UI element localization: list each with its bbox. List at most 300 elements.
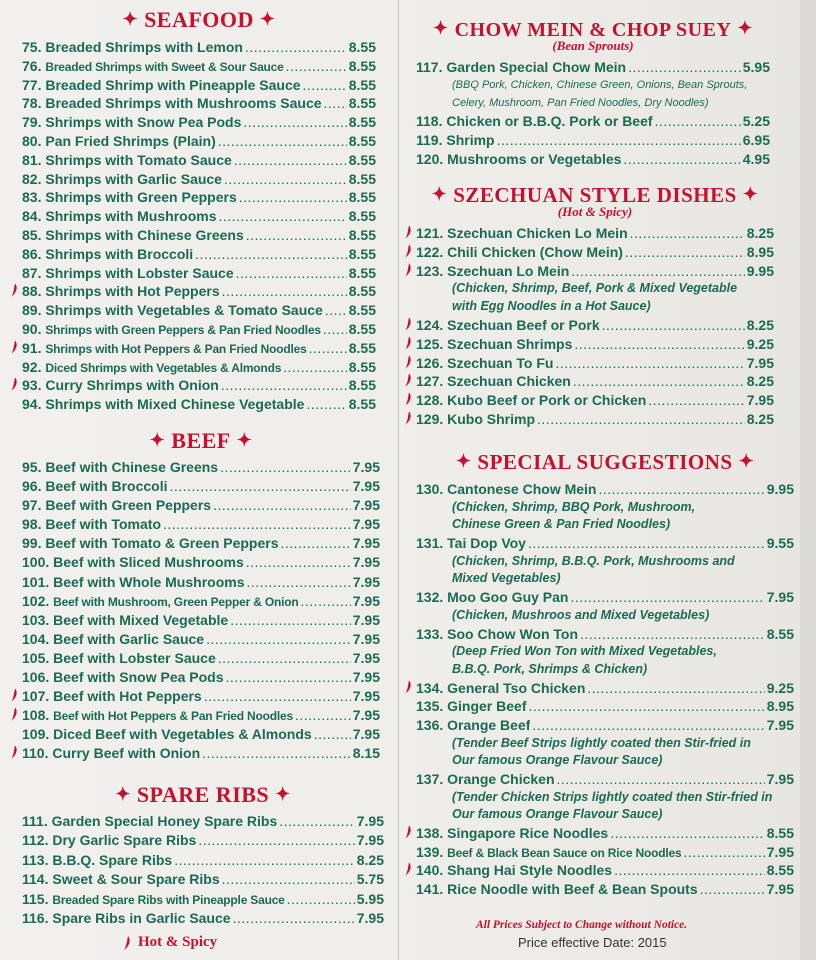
item-number: 140. <box>416 862 444 879</box>
menu-item <box>22 831 384 850</box>
dot-leader <box>614 861 765 880</box>
item-title: Beef with Lobster Sauce <box>53 649 216 666</box>
dot-leader <box>309 339 347 358</box>
item-title: Beef & Black Bean Sauce on Rice Noodles <box>447 845 682 860</box>
menu-item <box>22 339 376 358</box>
item-name <box>416 588 568 607</box>
item-description: with Egg Noodles in a Hot Sauce) <box>452 299 651 314</box>
chili-pepper-icon <box>10 688 18 702</box>
item-number: 81. <box>22 151 42 168</box>
item-price: 9.95 <box>766 481 794 497</box>
item-name <box>416 716 530 735</box>
item-number: 98. <box>22 516 42 533</box>
item-name <box>22 851 172 870</box>
section-title-text: SPARE RIBS <box>136 782 270 807</box>
menu-item <box>416 697 794 716</box>
item-price: 8.55 <box>348 377 376 394</box>
menu-item <box>22 725 380 744</box>
item-number: 78. <box>22 95 42 112</box>
item-number: 131. <box>416 535 444 552</box>
item-name <box>22 282 220 301</box>
section-title-text: BEEF <box>171 428 231 453</box>
item-price: 8.55 <box>348 320 376 337</box>
item-title: Beef with Tomato <box>45 516 161 533</box>
price-notice: All Prices Subject to Change without Notice. <box>476 919 688 931</box>
chili-pepper-icon <box>404 336 412 350</box>
menu-item <box>416 625 794 644</box>
item-number: 122. <box>416 243 444 260</box>
dot-leader <box>230 611 351 630</box>
menu-item <box>22 630 380 649</box>
dot-leader <box>204 687 351 706</box>
item-price: 8.55 <box>348 339 376 356</box>
item-name <box>22 668 224 687</box>
item-name <box>416 224 628 243</box>
chili-pepper-icon <box>404 373 412 387</box>
item-name <box>22 687 202 706</box>
item-price: 7.95 <box>352 478 380 495</box>
item-name <box>22 649 216 668</box>
item-price: 7.95 <box>352 649 380 666</box>
item-price: 7.95 <box>352 669 380 686</box>
item-number: 101. <box>22 573 50 590</box>
dot-leader <box>555 354 744 373</box>
menu-item <box>22 113 376 132</box>
item-price: 9.55 <box>766 535 794 552</box>
item-number: 137. <box>416 771 444 787</box>
item-number: 124. <box>416 316 444 333</box>
item-number: 120. <box>416 150 444 167</box>
item-description: Our famous Orange Flavour Sauce) <box>452 753 663 768</box>
item-number: 119. <box>416 132 443 149</box>
menu-item <box>416 243 774 262</box>
item-title: Pan Fried Shrimps (Plain) <box>45 132 216 149</box>
dot-leader <box>497 131 741 150</box>
dot-leader <box>295 706 351 725</box>
dot-leader <box>220 458 351 477</box>
item-price: 8.55 <box>348 114 376 131</box>
dot-leader <box>174 851 355 870</box>
item-price: 5.75 <box>356 871 384 888</box>
menu-item <box>22 151 376 170</box>
item-name <box>22 188 237 207</box>
item-name <box>416 391 646 410</box>
item-title: Orange Beef <box>447 716 531 733</box>
item-price: 7.95 <box>352 630 380 647</box>
chili-pepper-icon <box>404 392 412 406</box>
item-number: 109. <box>22 726 50 743</box>
menu-item <box>416 861 794 880</box>
item-title: Shrimps with Vegetables & Tomato Sauce <box>45 302 323 319</box>
menu-item <box>416 534 794 553</box>
item-number: 76. <box>22 57 42 74</box>
dot-leader <box>221 376 347 395</box>
menu-item <box>22 812 384 831</box>
item-title: Beef with Hot Peppers <box>53 688 202 705</box>
item-price: 8.55 <box>348 396 376 413</box>
item-number: 100. <box>22 554 50 571</box>
item-title: Breaded Shrimps with Sweet & Sour Sauce <box>45 59 284 74</box>
menu-item <box>22 245 376 264</box>
item-title: Garden Special Honey Spare Ribs <box>51 813 278 829</box>
menu-item <box>416 391 774 410</box>
dot-leader <box>314 725 351 744</box>
item-title: Singapore Rice Noodles <box>447 825 609 842</box>
menu-item <box>22 458 380 477</box>
item-price: 8.55 <box>766 825 794 842</box>
item-name <box>22 264 234 283</box>
item-title: Mushrooms or Vegetables <box>447 150 622 167</box>
item-description: (Tender Beef Strips lightly coated then Stir-fried in <box>452 735 751 750</box>
menu-item <box>22 573 380 592</box>
item-name <box>22 890 285 910</box>
item-name <box>416 112 653 131</box>
item-name <box>22 207 216 226</box>
item-title: Beef with Garlic Sauce <box>53 630 205 647</box>
menu-item <box>416 354 774 373</box>
legend-label: Hot & Spicy <box>138 934 218 950</box>
item-number: 113. <box>22 851 49 868</box>
section-title <box>22 780 384 808</box>
item-number: 125. <box>416 335 444 352</box>
item-number: 94. <box>22 396 42 413</box>
item-title: Diced Beef with Vegetables & Almonds <box>53 726 312 743</box>
menu-item <box>22 358 376 377</box>
dot-leader <box>324 94 347 113</box>
item-price: 7.95 <box>352 707 380 724</box>
item-name <box>416 625 578 644</box>
item-title: Beef with Green Peppers <box>45 497 212 514</box>
item-name <box>416 58 626 77</box>
dot-leader <box>574 335 744 354</box>
item-title: Shrimps with Green Peppers & Pan Fried Noodles <box>45 322 321 337</box>
item-price: 7.95 <box>356 832 384 849</box>
item-number: 110. <box>22 745 49 762</box>
item-name <box>22 573 244 592</box>
menu-item <box>22 282 376 301</box>
item-number: 95. <box>22 459 42 475</box>
chili-pepper-icon <box>10 745 18 759</box>
item-number: 118. <box>416 113 443 130</box>
chili-pepper-icon <box>404 317 412 331</box>
section-spare-ribs <box>22 780 384 928</box>
item-price: 8.55 <box>348 57 376 74</box>
dot-leader <box>323 320 347 339</box>
item-title: General Tso Chicken <box>447 679 586 696</box>
item-name <box>22 245 193 264</box>
item-name <box>22 395 304 414</box>
menu-item <box>416 770 794 789</box>
item-name <box>416 824 608 843</box>
item-title: Shrimps with Green Peppers <box>45 189 237 206</box>
item-title: Orange Chicken <box>447 771 555 787</box>
dot-leader <box>557 770 765 789</box>
item-title: Shrimps with Mushrooms <box>45 208 217 225</box>
item-title: Shrimp <box>446 132 495 149</box>
item-name <box>22 151 232 170</box>
item-title: Beef with Hot Peppers & Pan Fried Noodles <box>53 709 293 724</box>
dot-leader <box>306 395 346 414</box>
item-number: 126. <box>416 354 444 371</box>
menu-item <box>416 335 774 354</box>
menu-item <box>22 515 380 534</box>
menu-item <box>22 870 384 889</box>
item-number: 85. <box>22 226 42 243</box>
item-name <box>22 553 244 572</box>
item-price: 8.55 <box>348 283 376 300</box>
item-price: 7.95 <box>352 726 380 743</box>
item-name <box>416 480 597 499</box>
section-title <box>416 182 774 206</box>
section-subtitle: (Bean Sprouts) <box>552 38 634 53</box>
menu-item <box>22 534 380 553</box>
item-number: 117. <box>416 59 443 75</box>
item-number: 135. <box>416 698 444 715</box>
item-price: 8.55 <box>348 76 376 93</box>
item-price: 8.55 <box>348 170 376 187</box>
chili-pepper-icon <box>404 825 412 839</box>
menu-item <box>22 496 380 515</box>
chili-pepper-icon <box>404 680 412 694</box>
item-title: Breaded Shrimps with Lemon <box>45 39 243 55</box>
item-price: 8.55 <box>348 39 376 55</box>
item-name <box>416 679 585 698</box>
item-number: 92. <box>22 358 42 375</box>
dot-leader <box>570 588 764 607</box>
item-title: Chili Chicken (Chow Mein) <box>447 243 623 260</box>
dot-leader <box>630 224 745 243</box>
item-title: Spare Ribs in Garlic Sauce <box>52 909 231 926</box>
item-number: 132. <box>416 589 444 606</box>
menu-item <box>22 264 376 283</box>
item-price: 7.95 <box>352 573 380 590</box>
menu-item-list <box>22 458 380 764</box>
item-number: 93. <box>22 377 42 394</box>
item-title: Moo Goo Guy Pan <box>447 589 569 606</box>
dot-leader <box>206 630 351 649</box>
menu-item <box>22 890 384 909</box>
section-title <box>22 4 376 34</box>
item-title: Shrimps with Hot Peppers & Pan Fried Noodles <box>45 341 307 356</box>
menu-item <box>416 588 794 607</box>
item-name <box>416 410 535 429</box>
menu-item <box>416 824 794 843</box>
item-name <box>416 335 572 354</box>
item-number: 83. <box>22 189 42 206</box>
item-price: 7.95 <box>352 535 380 552</box>
item-title: Kubo Beef or Pork or Chicken <box>447 392 647 409</box>
menu-item <box>22 909 384 928</box>
menu-item <box>22 376 376 395</box>
menu-item <box>416 843 794 862</box>
item-title: Chicken or B.B.Q. Pork or Beef <box>446 113 653 130</box>
item-price: 7.95 <box>766 771 794 787</box>
item-number: 86. <box>22 245 42 262</box>
item-description: (Chicken, Shrimp, BBQ Pork, Mushroom, <box>452 499 696 514</box>
item-name <box>22 226 244 245</box>
dot-leader <box>683 843 764 862</box>
four-point-star-icon: ✦ <box>259 9 276 29</box>
item-price: 8.55 <box>348 189 376 206</box>
item-name <box>22 515 161 534</box>
dot-leader <box>224 170 347 189</box>
menu-item <box>22 851 384 870</box>
menu-item <box>22 320 376 339</box>
item-number: 77. <box>22 76 42 93</box>
chili-pepper-icon <box>10 340 18 354</box>
item-price: 5.25 <box>742 113 770 130</box>
item-name <box>22 831 196 850</box>
item-price: 8.55 <box>348 132 376 149</box>
section-title-text: SZECHUAN STYLE DISHES <box>453 183 737 207</box>
menu-item <box>22 38 376 57</box>
menu-item-list <box>22 812 384 928</box>
item-title: Tai Dop Voy <box>447 535 526 552</box>
item-title: Szechuan Chicken Lo Mein <box>447 225 628 241</box>
item-number: 99. <box>22 535 42 552</box>
item-name <box>416 697 527 716</box>
item-price: 5.95 <box>356 890 384 907</box>
menu-item <box>416 150 770 169</box>
item-price: 7.95 <box>766 881 794 898</box>
item-number: 91. <box>22 339 42 356</box>
dot-leader <box>226 668 351 687</box>
item-name <box>22 496 211 515</box>
item-name <box>22 76 301 95</box>
item-name <box>416 880 698 899</box>
item-price: 8.55 <box>348 245 376 262</box>
item-title: Shrimps with Hot Peppers <box>45 283 220 300</box>
item-title: Shrimps with Tomato Sauce <box>45 151 232 168</box>
item-title: Curry Shrimps with Onion <box>45 377 219 394</box>
dot-leader <box>245 38 347 57</box>
dot-leader <box>222 870 355 889</box>
item-number: 130. <box>416 481 444 497</box>
menu-item <box>22 76 376 95</box>
menu-item <box>22 706 380 725</box>
item-price: 8.25 <box>356 851 384 868</box>
menu-item <box>22 592 380 611</box>
item-number: 108. <box>22 707 50 724</box>
item-name <box>22 812 277 831</box>
dot-leader <box>163 515 351 534</box>
item-description: Our famous Orange Flavour Sauce) <box>452 807 663 822</box>
item-price: 8.95 <box>766 698 794 715</box>
hot-spicy-legend <box>122 934 217 951</box>
item-name <box>416 534 526 553</box>
chili-pepper-icon <box>122 935 132 951</box>
item-name <box>22 630 204 649</box>
dot-leader <box>625 243 745 262</box>
dot-leader <box>195 245 347 264</box>
dot-leader <box>198 831 354 850</box>
item-price: 8.25 <box>746 316 774 333</box>
item-number: 134. <box>416 679 444 696</box>
dot-leader <box>529 697 765 716</box>
item-title: Szechuan Shrimps <box>447 335 573 352</box>
item-description: (Chicken, Mushroos and Mixed Vegetables) <box>452 607 710 622</box>
item-name <box>22 611 228 630</box>
dot-leader <box>303 76 347 95</box>
item-title: Szechuan Beef or Pork <box>447 316 600 333</box>
item-title: B.B.Q. Spare Ribs <box>52 851 173 868</box>
item-number: 75. <box>22 39 42 55</box>
item-name <box>22 57 284 77</box>
item-price: 7.95 <box>356 813 384 829</box>
item-price: 7.95 <box>766 843 794 860</box>
item-name <box>22 339 307 359</box>
item-price: 9.25 <box>766 679 794 696</box>
menu-item <box>416 880 794 899</box>
section-chow-mein <box>416 16 770 169</box>
item-price: 7.95 <box>352 554 380 571</box>
menu-item-list <box>416 224 774 429</box>
menu-item <box>22 687 380 706</box>
four-point-star-icon: ✦ <box>275 784 291 804</box>
dot-leader <box>287 890 355 909</box>
item-title: Breaded Shrimp with Pineapple Sauce <box>45 76 301 93</box>
item-title: Ginger Beef <box>447 698 527 715</box>
item-number: 112. <box>22 832 49 849</box>
item-description: (BBQ Pork, Chicken, Chinese Green, Onions, Bean Sprouts, <box>452 78 748 91</box>
menu-item <box>416 131 770 150</box>
item-title: Shrimps with Snow Pea Pods <box>45 114 242 131</box>
item-title: Shrimps with Chinese Greens <box>45 226 244 243</box>
four-point-star-icon: ✦ <box>432 18 449 38</box>
item-number: 104. <box>22 630 50 647</box>
dot-leader <box>218 207 346 226</box>
item-price: 7.95 <box>352 611 380 628</box>
item-number: 107. <box>22 688 50 705</box>
dot-leader <box>587 679 764 698</box>
section-subtitle: (Hot & Spicy) <box>557 204 633 219</box>
item-number: 116. <box>22 909 49 926</box>
item-number: 123. <box>416 262 444 279</box>
menu-item <box>22 668 380 687</box>
section-beef <box>22 426 380 764</box>
menu-item <box>416 410 774 429</box>
dot-leader <box>246 553 351 572</box>
item-description: (Tender Chicken Strips lightly coated then Stir-fried in <box>452 789 773 804</box>
item-price: 8.55 <box>766 862 794 879</box>
item-title: Beef with Mixed Vegetable <box>53 611 229 628</box>
chili-pepper-icon <box>404 244 412 258</box>
item-title: Shrimps with Lobster Sauce <box>45 264 234 281</box>
item-name <box>22 458 218 477</box>
item-number: 114. <box>22 871 49 888</box>
menu-item-list <box>22 38 376 414</box>
dot-leader <box>239 188 347 207</box>
menu-item <box>22 553 380 572</box>
dot-leader <box>222 282 347 301</box>
dot-leader <box>580 625 765 644</box>
dot-leader <box>602 316 745 335</box>
item-price: 8.95 <box>746 243 774 260</box>
item-price: 7.95 <box>766 716 794 733</box>
dot-leader <box>628 58 741 77</box>
item-title: Breaded Shrimps with Mushrooms Sauce <box>45 95 322 112</box>
section-title-text: SPECIAL SUGGESTIONS <box>477 450 733 474</box>
item-price: 9.95 <box>746 262 774 279</box>
item-title: Breaded Spare Ribs with Pineapple Sauce <box>52 892 285 907</box>
dot-leader <box>279 812 355 831</box>
section-szechuan <box>416 182 774 429</box>
chili-pepper-icon <box>404 862 412 876</box>
item-number: 87. <box>22 264 42 281</box>
item-number: 138. <box>416 825 444 842</box>
item-title: Beef with Chinese Greens <box>45 459 219 475</box>
item-price: 8.55 <box>348 226 376 243</box>
